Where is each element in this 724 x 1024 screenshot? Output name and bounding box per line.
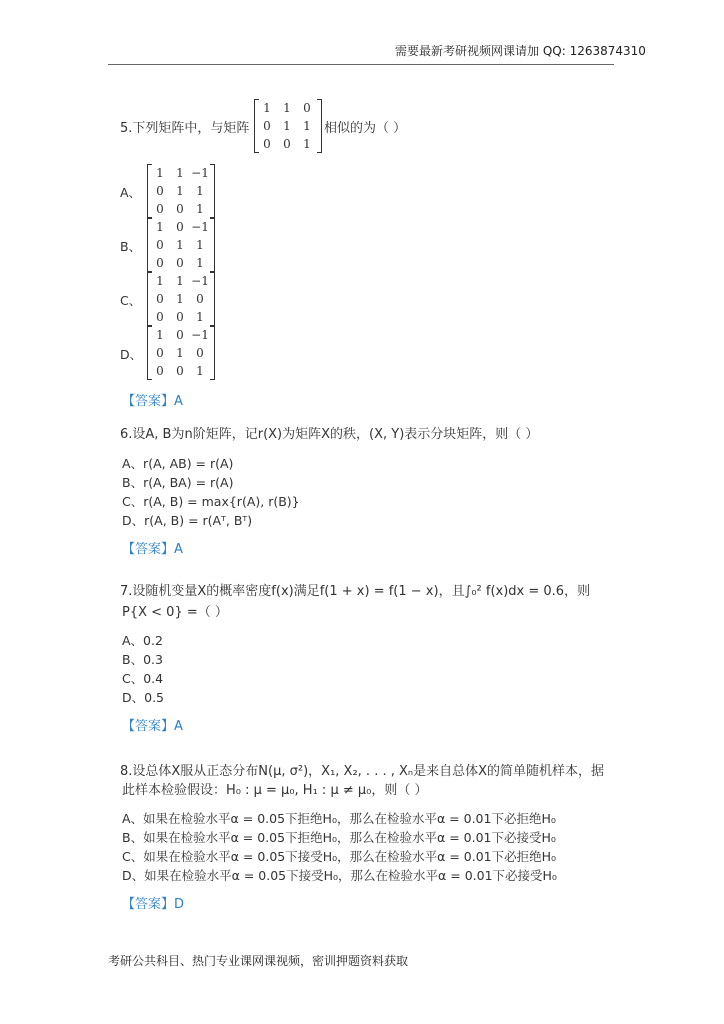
matrix-cell: 1	[176, 292, 184, 306]
matrix-cell: 1	[156, 274, 164, 288]
matrix-cell: 0	[176, 220, 184, 234]
bracket-cap	[210, 326, 214, 327]
q8-option-d: D、如果在检验水平α = 0.05下接受H₀，那么在检验水平α = 0.01下必接受H₀	[122, 868, 557, 883]
matrix-cell: 1	[196, 238, 204, 252]
q8-option-a: A、如果在检验水平α = 0.05下拒绝H₀，那么在检验水平α = 0.01下必拒绝H₀	[122, 811, 556, 826]
q6-option-c: C、r(A, B) = max{r(A), r(B)}	[122, 494, 300, 509]
q5-option-b-label: B、	[120, 239, 142, 254]
q5-answer: 【答案】A	[122, 394, 183, 409]
q7-answer: 【答案】A	[122, 719, 183, 734]
matrix-cell: 1	[176, 346, 184, 360]
matrix-cell: 1	[303, 137, 311, 151]
matrix-cell: 1	[176, 184, 184, 198]
q8-stem-line2: 此样本检验假设：H₀ : μ = μ₀, H₁ : μ ≠ μ₀，则（ ）	[122, 783, 428, 798]
q6-option-d: D、r(A, B) = r(Aᵀ, Bᵀ)	[122, 513, 253, 528]
matrix-cell: 1	[176, 166, 184, 180]
matrix-cell: 1	[156, 328, 164, 342]
q6-stem: 6.设A, B为n阶矩阵，记r(X)为矩阵X的秩，(X, Y)表示分块矩阵，则（ ）	[120, 427, 539, 442]
q7-option-a: A、0.2	[122, 633, 163, 648]
matrix-cell: 0	[156, 238, 164, 252]
matrix-cell: 0	[156, 202, 164, 216]
matrix-cell: 0	[303, 101, 311, 115]
q7-option-c: C、0.4	[122, 671, 164, 686]
matrix-cell: 0	[156, 346, 164, 360]
matrix-cell: 1	[196, 364, 204, 378]
matrix-cell: 1	[156, 220, 164, 234]
matrix-cell: 0	[263, 119, 271, 133]
matrix-cell: 0	[196, 292, 204, 306]
bracket-cap	[317, 152, 321, 153]
matrix-cell: 0	[156, 310, 164, 324]
matrix-cell: 0	[263, 137, 271, 151]
matrix-cell: 0	[176, 256, 184, 270]
matrix-cell: 0	[176, 364, 184, 378]
q5-option-d-matrix	[147, 326, 215, 380]
matrix-cell: 1	[196, 184, 204, 198]
matrix-cell: 0	[196, 346, 204, 360]
bracket-cap	[210, 164, 214, 165]
q7-option-d: D、0.5	[122, 690, 165, 705]
q8-option-c: C、如果在检验水平α = 0.05下接受H₀，那么在检验水平α = 0.01下必拒绝H₀	[122, 849, 557, 864]
q5-suffix: 相似的为（ ）	[324, 121, 407, 136]
matrix-cell: −1	[191, 274, 209, 288]
q7-stem-line2: P{X < 0} =（ ）	[122, 605, 228, 620]
matrix-cell: 1	[176, 274, 184, 288]
q5-prefix: 5.下列矩阵中，与矩阵	[120, 121, 250, 136]
bracket-cap	[210, 379, 214, 380]
q5-option-a-matrix	[147, 164, 215, 218]
matrix-cell: 0	[156, 256, 164, 270]
q6-answer: 【答案】A	[122, 542, 183, 557]
q7-stem-line1: 7.设随机变量X的概率密度f(x)满足f(1 + x) = f(1 − x)，且∫₀² f(x)dx = 0.6，则	[120, 584, 591, 599]
matrix-cell: 0	[156, 292, 164, 306]
matrix-cell: 1	[156, 166, 164, 180]
matrix-cell: −1	[191, 220, 209, 234]
header-divider	[108, 64, 614, 65]
matrix-cell: 1	[283, 101, 291, 115]
page-header: 需要最新考研视频网课请加 QQ: 1263874310	[395, 44, 646, 58]
q5-option-d-label: D、	[120, 347, 143, 362]
q5-matrix	[254, 99, 322, 153]
matrix-cell: 1	[303, 119, 311, 133]
matrix-cell: 0	[176, 310, 184, 324]
matrix-cell: −1	[191, 166, 209, 180]
q8-option-b: B、如果在检验水平α = 0.05下拒绝H₀，那么在检验水平α = 0.01下必接受H₀	[122, 830, 556, 845]
q5-option-c-label: C、	[120, 293, 142, 308]
matrix-cell: 0	[283, 137, 291, 151]
matrix-cell: 0	[176, 202, 184, 216]
matrix-cell: 1	[196, 310, 204, 324]
q6-option-a: A、r(A, AB) = r(A)	[122, 456, 234, 471]
matrix-cell: 0	[156, 364, 164, 378]
matrix-cell: 0	[176, 328, 184, 342]
matrix-cell: 1	[263, 101, 271, 115]
matrix-cell: −1	[191, 328, 209, 342]
matrix-cell: 1	[176, 238, 184, 252]
q5-option-c-matrix	[147, 272, 215, 326]
q8-stem-line1: 8.设总体X服从正态分布N(μ, σ²)，X₁, X₂, . . . , Xₙ是来自总体X的简单随机样本，据	[120, 764, 604, 779]
q5-option-a-label: A、	[120, 185, 142, 200]
bracket-cap	[317, 99, 321, 100]
q8-answer: 【答案】D	[122, 897, 185, 912]
q7-option-b: B、0.3	[122, 652, 163, 667]
page-footer: 考研公共科目、热门专业课网课视频，密训押题资料获取	[108, 954, 409, 968]
matrix-cell: 1	[196, 202, 204, 216]
matrix-cell: 1	[283, 119, 291, 133]
q5-option-b-matrix	[147, 218, 215, 272]
q6-option-b: B、r(A, BA) = r(A)	[122, 475, 234, 490]
bracket-cap	[210, 218, 214, 219]
matrix-cell: 0	[156, 184, 164, 198]
bracket-cap	[210, 272, 214, 273]
matrix-cell: 1	[196, 256, 204, 270]
